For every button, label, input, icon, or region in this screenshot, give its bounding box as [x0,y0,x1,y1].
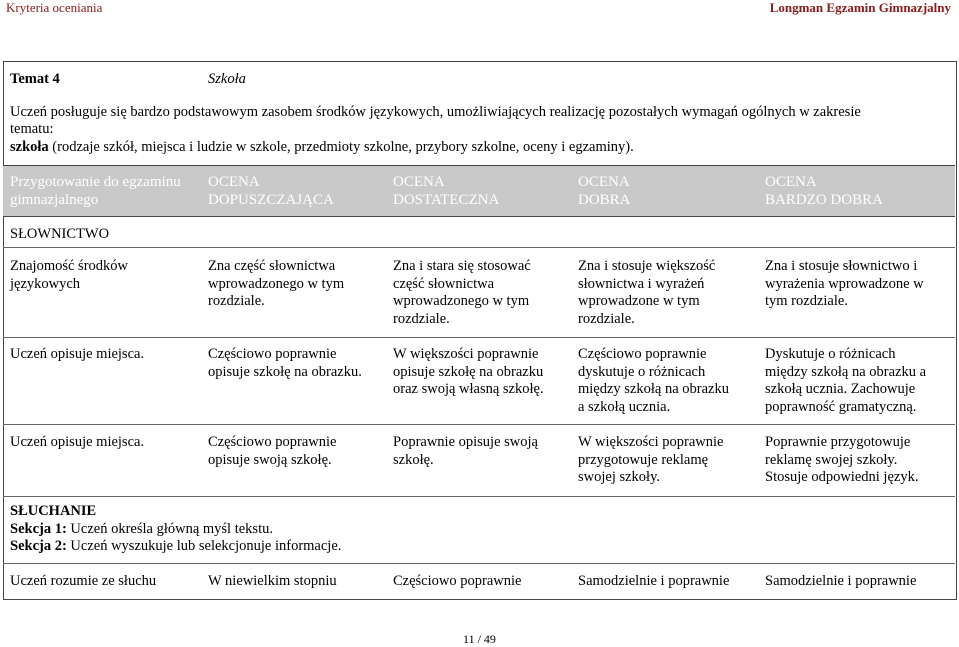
last-row-cell-2: Częściowo poprawnie [393,573,522,589]
col-header-0-line-2: gimnazjalnego [10,192,99,208]
table-cell [578,346,729,416]
cell-line: Zna część słownictwa [208,258,336,274]
intro-bold-word: szkoła [10,139,49,155]
cell-line: dyskutuje o różnicach [578,363,706,380]
topic-label: Temat 4 [10,71,60,87]
col-header-0-line-1: Przygotowanie do egzaminu [10,174,181,190]
cell-line: Zna i stara się stosować [393,258,531,274]
section-vocabulary: SŁOWNICTWO [10,226,110,242]
cell-line: rozdziale. [393,310,450,327]
section-2-label: Sekcja 2: [10,538,67,554]
last-row-cell-1: W niewielkim stopniu [208,573,337,589]
cell-line: Zna i stosuje słownictwo i [765,258,918,274]
document-header-title: Kryteria oceniania [6,0,103,15]
table-cell [208,346,362,381]
cell-line: szkołą ucznia. Zachowuje [765,381,916,397]
cell-line: słownictwa i wyrażeń [578,275,705,292]
table-cell [393,258,531,328]
divider [3,496,955,497]
divider [3,337,955,338]
cell-line: opisuje szkołę na obrazku. [208,363,362,380]
table-cell [393,434,538,469]
intro-line-1: Uczeń posługuje się bardzo podstawowym zasobem środków językowych, umożliwiających realizację pozostałych wymagań ogólnych w zakresie [10,104,861,120]
table-cell [393,346,544,399]
col-header-3-line-2: DOBRA [578,192,631,208]
cell-line: między szkołą na obrazku a [765,363,927,380]
last-row-cell-3: Samodzielnie i poprawnie [578,573,730,589]
cell-line: między szkołą na obrazku [578,381,729,397]
cell-line: część słownictwa [393,275,495,292]
section-1-text: Uczeń określa główną myśl tekstu. [66,521,273,537]
intro-line-2: tematu: [10,121,54,137]
table-cell [10,434,144,452]
intro-line-3-text: (rodzaje szkół, miejsca i ludzie w szkole, przedmioty szkolne, przybory szkolne, oceny i egzaminy). [52,139,634,155]
section-listening: SŁUCHANIE [10,503,97,519]
cell-line: Częściowo poprawnie [578,346,707,362]
last-row-cell-4: Samodzielnie i poprawnie [765,573,917,589]
cell-line: wyrażenia wprowadzone w [765,275,924,292]
cell-line: przygotowuje reklamę [578,451,709,468]
cell-line: Stosuje odpowiedni język. [765,469,919,485]
col-header-1-line-1: OCENA [208,174,260,190]
cell-line: Uczeń opisuje miejsca. [10,434,145,450]
cell-line: Uczeń opisuje miejsca. [10,346,145,362]
cell-line: W większości poprawnie [393,346,539,362]
cell-line: opisuje swoją szkołę. [208,451,332,468]
column-header-band [3,165,955,217]
cell-line: Zna i stosuje większość [578,258,716,274]
listening-section-2 [10,538,341,556]
cell-line: Znajomość środków [10,258,128,274]
col-header-3-line-1: OCENA [578,174,630,190]
cell-line: rozdziale. [578,310,635,327]
cell-line: oraz swoją własną szkołę. [393,381,544,397]
col-header-2-line-2: DOSTATECZNA [393,192,500,208]
last-row-label: Uczeń rozumie ze słuchu [10,573,157,589]
table-cell [578,258,715,328]
cell-line: Częściowo poprawnie [208,346,337,362]
table-cell [765,346,926,416]
page-number: 11 / 49 [463,632,496,646]
intro-line-3 [10,139,634,157]
cell-line: wprowadzone w tym [578,293,700,309]
cell-line: wprowadzonego w tym [393,293,530,309]
divider [3,247,955,248]
col-header-4-line-1: OCENA [765,174,817,190]
table-cell [765,434,918,487]
section-1-label: Sekcja 1: [10,521,67,537]
cell-line: Częściowo poprawnie [208,434,337,450]
cell-line: reklamę swojej szkoły. [765,451,898,468]
divider [3,424,955,425]
cell-line: Poprawnie opisuje swoją [393,434,538,450]
table-cell [10,346,144,364]
table-cell [765,258,924,311]
cell-line: Poprawnie przygotowuje [765,434,911,450]
col-header-1-line-2: DOPUSZCZAJĄCA [208,192,334,208]
divider [3,563,955,564]
cell-line: wprowadzonego w tym [208,275,345,292]
topic-name: Szkoła [208,71,246,87]
cell-line: rozdziale. [208,293,265,309]
table-cell [578,434,724,487]
cell-line: a szkołą ucznia. [578,398,671,415]
cell-line: tym rozdziale. [765,293,848,309]
col-header-4-line-2: BARDZO DOBRA [765,192,883,208]
cell-line: szkołę. [393,451,434,468]
section-2-text: Uczeń wyszukuje lub selekcjonuje informacje. [66,538,342,554]
table-cell [10,258,128,293]
listening-section-1 [10,521,273,539]
cell-line: językowych [10,275,81,292]
cell-line: W większości poprawnie [578,434,724,450]
cell-line: poprawność gramatyczną. [765,398,917,415]
cell-line: Dyskutuje o różnicach [765,346,896,362]
table-cell [208,258,344,311]
table-cell [208,434,336,469]
col-header-2-line-1: OCENA [393,174,445,190]
cell-line: opisuje szkołę na obrazku [393,363,544,380]
cell-line: swojej szkoły. [578,469,661,485]
document-header-publisher: Longman Egzamin Gimnazjalny [769,0,951,15]
